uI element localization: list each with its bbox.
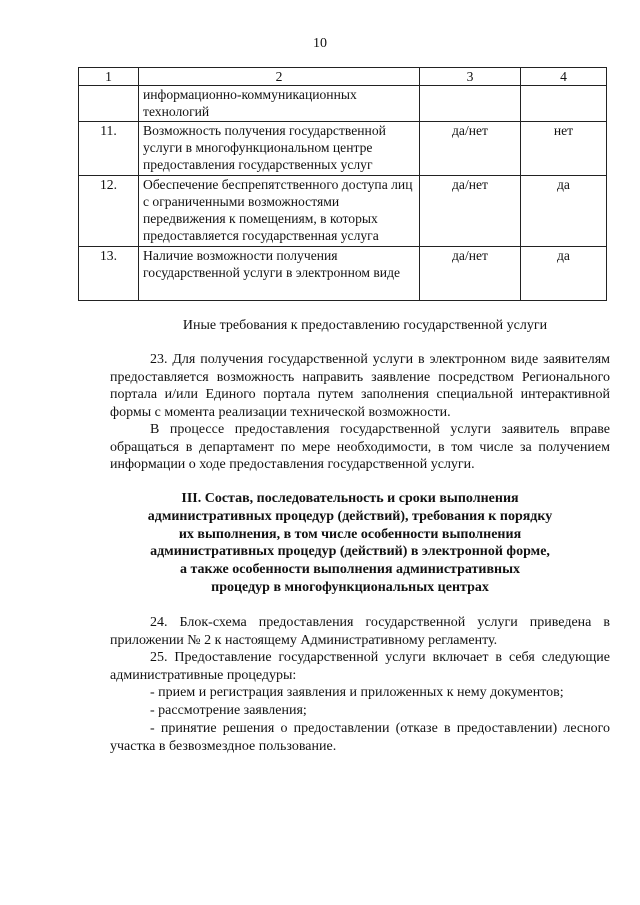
section-heading-line: административных процедур (действий), требования к порядку [147, 508, 553, 524]
section-heading-line: их выполнения, в том числе особенности выполнения [178, 526, 522, 542]
section-subheading: Иные требования к предоставлению государственной услуги [182, 318, 548, 333]
row-description: Наличие возможности получения государственной услуги в электронном виде [139, 247, 420, 301]
procedure-item: - прием и регистрация заявления и приложенных к нему документов; [150, 685, 564, 700]
row-value: да/нет [420, 247, 521, 301]
section-heading-line: процедур в многофункциональных центрах [211, 579, 489, 595]
row-value [521, 86, 607, 122]
row-number: 12. [79, 176, 139, 247]
table-row [79, 86, 607, 122]
header-col-4: 4 [521, 68, 607, 86]
page-number: 10 [313, 36, 327, 51]
requirements-table [78, 67, 607, 301]
paragraph-23: 23. Для получения государственной услуги в электронном виде заявителям предоставляется возможность направить заявление посредством Регионального портала и/или Единого портала путем заполнения специальной интерактивной формы с момента реализации технической возможности. [110, 352, 610, 420]
header-col-1: 1 [79, 68, 139, 86]
paragraph-24: 24. Блок-схема предоставления государственной услуги приведена в приложении № 2 к настоящему Административному регламенту. [110, 615, 610, 648]
row-value [420, 86, 521, 122]
row-number: 11. [79, 122, 139, 176]
table-row [79, 176, 607, 247]
table-row [79, 122, 607, 176]
row-number: 13. [79, 247, 139, 301]
section-heading-line: III. Состав, последовательность и сроки выполнения [181, 491, 519, 506]
section-heading [100, 490, 600, 597]
table-header-row [79, 68, 607, 86]
row-description: информационно-коммуникационных технологий [139, 86, 420, 122]
section-heading-line: административных процедур (действий) в электронной форме, [150, 544, 550, 560]
row-description: Обеспечение беспрепятственного доступа лиц с ограниченными возможностями передвижения к помещениям, в которых предоставляется государственная услуга [139, 176, 420, 247]
table-row [79, 247, 607, 301]
row-value: нет [521, 122, 607, 176]
row-value: да/нет [420, 176, 521, 247]
header-col-2: 2 [139, 68, 420, 86]
procedure-item: - принятие решения о предоставлении (отказе в предоставлении) лесного участка в безвозмездное пользование. [110, 721, 610, 754]
row-value: да/нет [420, 122, 521, 176]
procedure-item: - рассмотрение заявления; [150, 703, 307, 718]
row-number [79, 86, 139, 122]
paragraph-process: В процессе предоставления государственной услуги заявитель вправе обращаться в департамент по мере необходимости, в том числе за получением информации о ходе предоставления государственной услуги. [110, 422, 610, 472]
header-col-3: 3 [420, 68, 521, 86]
section-heading-line: а также особенности выполнения административных [179, 562, 521, 578]
paragraph-25: 25. Предоставление государственной услуги включает в себя следующие административные процедуры: [110, 650, 610, 683]
row-value: да [521, 247, 607, 301]
row-value: да [521, 176, 607, 247]
row-description: Возможность получения государственной услуги в многофункциональном центре предоставления государственных услуг [139, 122, 420, 176]
